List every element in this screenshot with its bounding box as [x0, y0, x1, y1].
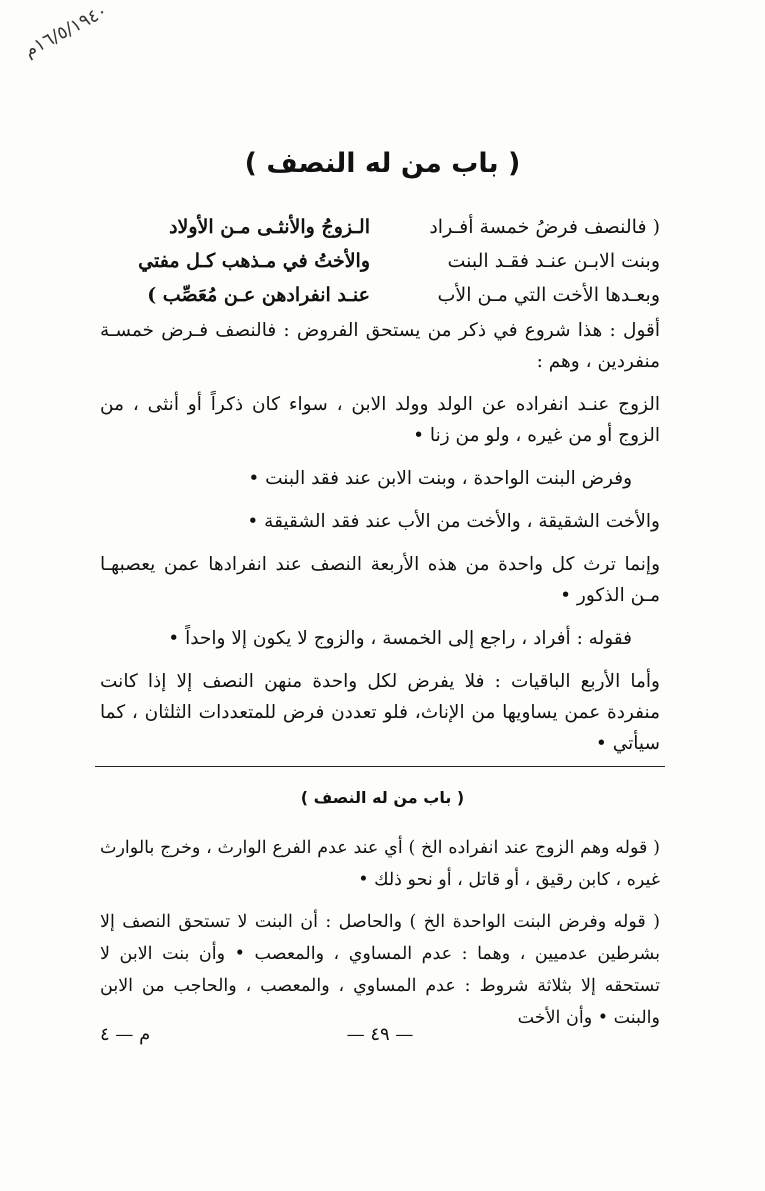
paragraph: الزوج عنـد انفراده عن الولد وولد الابن ، سواء كان ذكراً أو أنثى ، من الزوج أو من غيره ، ولو من زنا •: [100, 394, 660, 446]
paragraph: والأخت الشقيقة ، والأخت من الأب عند فقد الشقيقة •: [247, 511, 660, 532]
page-footer: [100, 1024, 660, 1054]
verse-hemistich-second: الـزوجُ والأنثـى مـن الأولاد: [169, 216, 370, 238]
verse-line: [100, 210, 660, 244]
verse-hemistich-first: وبنت الابـن عنـد فقـد البنت: [447, 250, 660, 272]
verse-hemistich-second: عنـد انفرادهن عـن مُعَصِّب ): [147, 284, 370, 306]
page-number: — ٤٩ —: [346, 1024, 414, 1045]
verse-hemistich-first: وبعـدها الأخت التي مـن الأب: [437, 284, 660, 306]
handwritten-note: ١٦/٥/١٩٤٠م: [20, 0, 111, 62]
verse-line: [100, 244, 660, 278]
signature-mark: م — ٤: [100, 1024, 151, 1045]
note-paragraph: ( قوله وهم الزوج عند انفراده الخ ) أي عند عدم الفرع الوارث ، وخرج بالوارث غيره ، كابن رقيق ، أو قاتل ، أو نحو ذلك •: [100, 838, 660, 890]
main-text: [100, 315, 660, 771]
paragraph: أقول : هذا شروع في ذكر من يستحق الفروض : فالنصف فـرض خمسـة منفردين ، وهم :: [100, 320, 660, 372]
commentary-text: [100, 832, 660, 1044]
footnote-divider: [95, 766, 665, 767]
notes-title: ( باب من له النصف ): [300, 788, 465, 807]
page-title: ( باب من له النصف ): [244, 148, 521, 179]
paragraph: وأما الأربع الباقيات : فلا يفرض لكل واحدة منهن النصف إلا إذا كانت منفردة عمن يساويها من الإناث، فلو تعددن فرض للمتعددات الثلثان ، كما سيأتي •: [100, 671, 660, 754]
note-paragraph: ( قوله وفرض البنت الواحدة الخ ) والحاصل : أن البنت لا تستحق النصف إلا بشرطين عدميين ، وهما : عدم المساوي ، والمعصب • وأن بنت الابن لا تستحقه إلا بثلاثة شروط : عدم المساوي ، والمعصب ، والحاجب من الابن والبنت • وأن الأخت: [100, 912, 660, 1028]
paragraph: وإنما ترث كل واحدة من هذه الأربعة النصف عند انفرادها عمن يعصبهـا مـن الذكور •: [100, 554, 660, 606]
verse-line: [100, 278, 660, 312]
paragraph: وفرض البنت الواحدة ، وبنت الابن عند فقد البنت •: [248, 468, 632, 489]
verse-hemistich-first: ( فالنصف فرضُ خمسة أفـراد: [429, 216, 660, 238]
paragraph: فقوله : أفراد ، راجع إلى الخمسة ، والزوج لا يكون إلا واحداً •: [168, 628, 632, 649]
verse-hemistich-second: والأختُ في مـذهب كـل مفتي: [138, 250, 370, 272]
verse-block: [100, 210, 660, 312]
